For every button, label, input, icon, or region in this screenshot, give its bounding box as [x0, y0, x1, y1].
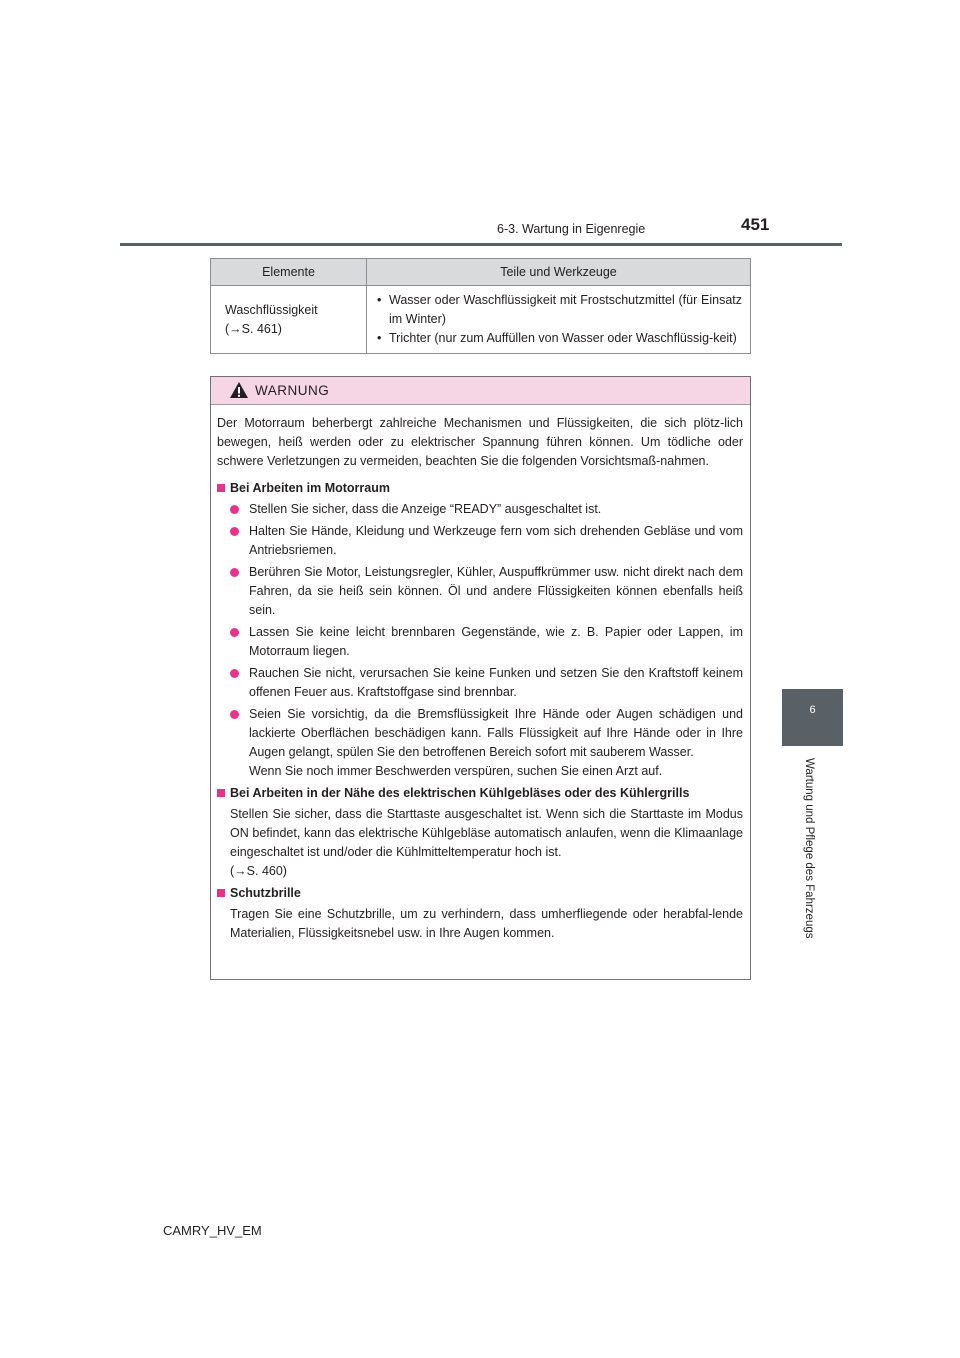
tools-item: • Trichter (nur zum Auffüllen von Wasser oder Waschflüssig-keit) — [377, 331, 737, 345]
warning-box — [210, 376, 751, 980]
warning-title: WARNUNG — [255, 383, 330, 398]
tools-cell — [367, 286, 751, 354]
section-paragraph: Tragen Sie eine Schutzbrille, um zu verhindern, dass umherfliegende oder herabfal-lende Materialien, Flüssigkeitsnebel usw. in Ihre Augen kommen. — [230, 907, 743, 940]
square-bullet-icon — [217, 484, 225, 492]
warning-header — [211, 377, 750, 405]
parts-table — [210, 258, 751, 354]
warning-body — [211, 405, 750, 943]
square-bullet-icon — [217, 889, 225, 897]
page-number: 451 — [741, 215, 770, 234]
header-divider — [120, 243, 842, 246]
section-title: 6-3. Wartung in Eigenregie — [497, 222, 646, 236]
list-item: Lassen Sie keine leicht brennbaren Gegenstände, wie z. B. Papier oder Lappen, im Motorraum liegen. — [217, 623, 743, 661]
section-paragraph: Stellen Sie sicher, dass die Starttaste ausgeschaltet ist. Wenn sich die Starttaste im Modus ON befindet, kann das elektrische Kühlgebläse automatisch anlaufen, wenn die Klimaanlage eingeschaltet ist und/oder die Kühlmitteltemperatur hoch ist. (→S. 460) — [230, 807, 743, 878]
table-header-elements: Elemente — [211, 259, 367, 286]
element-cell — [211, 286, 367, 354]
circle-bullet-icon — [230, 669, 239, 678]
circle-bullet-icon — [230, 628, 239, 637]
circle-bullet-icon — [230, 568, 239, 577]
list-item: Halten Sie Hände, Kleidung und Werkzeuge fern vom sich drehenden Gebläse und vom Antriebsriemen. — [217, 522, 743, 560]
document-code: CAMRY_HV_EM — [163, 1223, 262, 1238]
element-page-ref: (→S. 461) — [225, 321, 282, 336]
table-header-tools: Teile und Werkzeuge — [367, 259, 751, 286]
square-bullet-icon — [217, 789, 225, 797]
chapter-number: 6 — [809, 704, 816, 716]
chapter-tab — [782, 689, 843, 746]
warning-triangle-icon — [229, 381, 249, 399]
table-row — [211, 286, 751, 354]
circle-bullet-icon — [230, 710, 239, 719]
tools-item: • Wasser oder Waschflüssigkeit mit Frostschutzmittel (für Einsatz im Winter) — [377, 293, 742, 326]
list-item: Seien Sie vorsichtig, da die Bremsflüssigkeit Ihre Hände oder Augen schädigen und lackierte Oberflächen beschädigen kann. Falls Flüssigkeit auf Ihre Hände oder in Ihre Augen gelangt, spülen Sie den betroffenen Bereich sofort mit sauberem Wasser. Wenn Sie noch immer Beschwerden verspüren, suchen Sie einen Arzt auf. — [217, 705, 743, 781]
warning-intro: Der Motorraum beherbergt zahlreiche Mechanismen und Flüssigkeiten, die sich plötz-lich bewegen, heiß werden oder zu elektrischer Spannung führen können. Um tödliche oder schwere Verletzungen zu vermeiden, beachten Sie die folgenden Vorsichtsmaß-nahmen. — [217, 416, 743, 468]
list-item: Rauchen Sie nicht, verursachen Sie keine Funken und setzen Sie den Kraftstoff keinem offenen Feuer aus. Kraftstoffgase sind brennbar. — [217, 664, 743, 702]
circle-bullet-icon — [230, 527, 239, 536]
section-heading: Schutzbrille — [217, 884, 743, 903]
chapter-label: Wartung und Pflege des Fahrzeugs — [803, 758, 815, 939]
list-item: Berühren Sie Motor, Leistungsregler, Kühler, Auspuffkrümmer usw. nicht direkt nach dem Fahren, da sie heiß sein können. Öl und andere Flüssigkeiten können ebenfalls heiß sein. — [217, 563, 743, 620]
table-header-row — [211, 259, 751, 286]
element-name: Waschflüssigkeit — [225, 302, 318, 317]
section-heading: Bei Arbeiten im Motorraum — [217, 479, 743, 498]
circle-bullet-icon — [230, 505, 239, 514]
section-heading: Bei Arbeiten in der Nähe des elektrischen Kühlgebläses oder des Kühlergrills — [217, 784, 743, 803]
list-item: Stellen Sie sicher, dass die Anzeige “READY” ausgeschaltet ist. — [217, 500, 743, 519]
